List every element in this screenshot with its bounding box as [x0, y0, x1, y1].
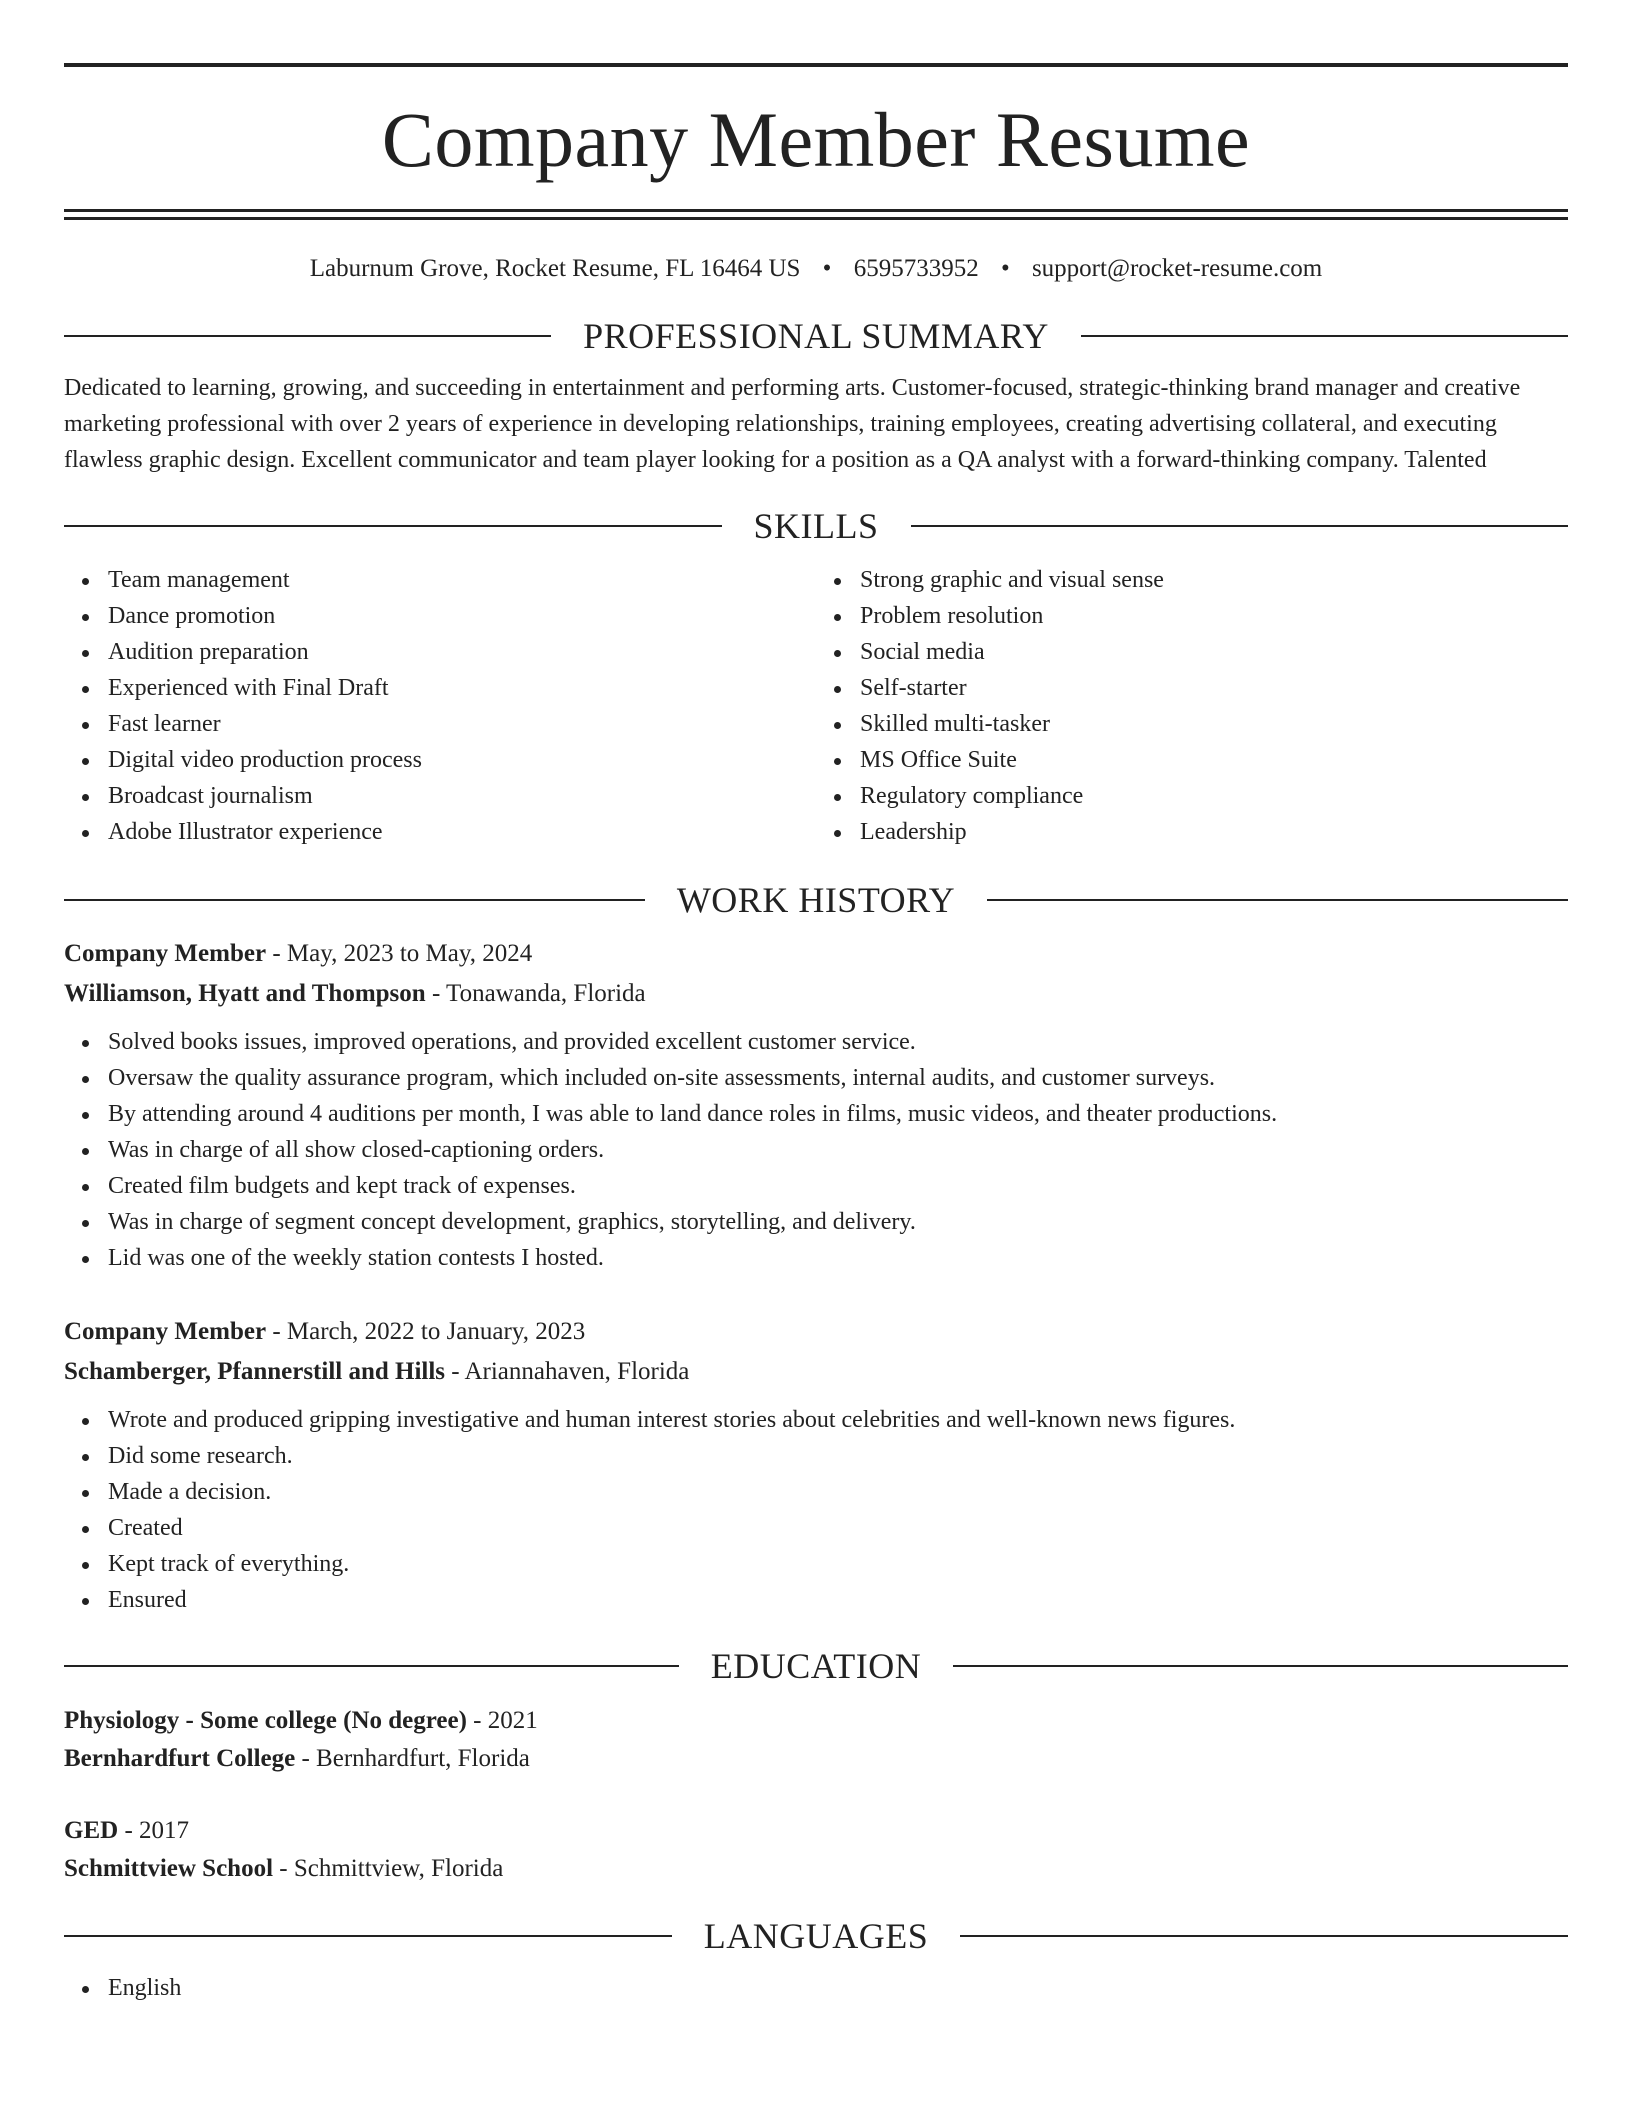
job-bullet: Ensured: [108, 1582, 1568, 1618]
job-bullets: [64, 1402, 1568, 1618]
job-bullet: By attending around 4 auditions per month, I was able to land dance roles in films, music videos, and theater productions.: [108, 1096, 1568, 1132]
contact-address: Laburnum Grove, Rocket Resume, FL 16464 US: [309, 255, 801, 282]
job-title-line: [64, 1312, 1568, 1352]
divider: [64, 1935, 672, 1937]
resume-content: [64, 0, 1568, 2006]
job-entry: [64, 1312, 1568, 1618]
job-bullet: Made a decision.: [108, 1474, 1568, 1510]
job-bullets: [64, 1024, 1568, 1276]
section-title: SKILLS: [753, 506, 879, 546]
section-heading-work: [64, 882, 1568, 918]
job-company-line: [64, 1352, 1568, 1392]
skill-item: Dance promotion: [108, 598, 816, 634]
divider: [911, 525, 1569, 527]
divider: [64, 335, 551, 337]
education-degree: GED: [64, 1817, 119, 1844]
contact-separator: •: [822, 255, 832, 282]
divider: [953, 1665, 1568, 1667]
skill-item: Experienced with Final Draft: [108, 670, 816, 706]
divider: [64, 1665, 679, 1667]
section-heading-skills: [64, 508, 1568, 544]
section-heading-education: [64, 1648, 1568, 1684]
skill-item: MS Office Suite: [860, 742, 1568, 778]
job-dates: - May, 2023 to May, 2024: [266, 940, 533, 967]
section-title: PROFESSIONAL SUMMARY: [583, 316, 1049, 356]
skill-item: Broadcast journalism: [108, 778, 816, 814]
divider: [64, 525, 722, 527]
education-entry: [64, 1702, 1568, 1778]
job-bullet: Solved books issues, improved operations, and provided excellent customer service.: [108, 1024, 1568, 1060]
education-degree-line: [64, 1812, 1568, 1850]
job-dates: - March, 2022 to January, 2023: [266, 1318, 586, 1345]
skill-item: Digital video production process: [108, 742, 816, 778]
job-bullet: Was in charge of segment concept development, graphics, storytelling, and delivery.: [108, 1204, 1568, 1240]
job-bullet: Wrote and produced gripping investigative and human interest stories about celebrities and well-known news figures.: [108, 1402, 1568, 1438]
job-bullet: Created: [108, 1510, 1568, 1546]
education-year: - 2021: [466, 1707, 538, 1734]
resume-title: Company Member Resume: [381, 96, 1251, 183]
skill-item: Social media: [860, 634, 1568, 670]
education-location: - Bernhardfurt, Florida: [295, 1745, 530, 1772]
education-entry: [64, 1812, 1568, 1888]
education-school: Bernhardfurt College: [64, 1745, 296, 1772]
summary-text: Dedicated to learning, growing, and succeeding in entertainment and performing arts. Customer-focused, strategic-thinking brand manager and creative marketing professional with over 2 years of experience in developing relationships, training employees, creating advertising collateral, and executing flawless graphic design. Excellent communicator and team player looking for a position as a QA analyst with a forward-thinking company. Talented: [64, 375, 1521, 473]
divider: [960, 1935, 1568, 1937]
job-company: Williamson, Hyatt and Thompson: [64, 980, 426, 1007]
skills-list-right: [816, 562, 1568, 850]
job-bullet: Was in charge of all show closed-captioning orders.: [108, 1132, 1568, 1168]
job-company-line: [64, 974, 1568, 1014]
section-title: EDUCATION: [710, 1646, 922, 1686]
education-degree-line: [64, 1702, 1568, 1740]
divider: [64, 899, 645, 901]
section-heading-languages: [64, 1918, 1568, 1954]
skill-item: Adobe Illustrator experience: [108, 814, 816, 850]
skill-item: Problem resolution: [860, 598, 1568, 634]
job-entry: [64, 934, 1568, 1276]
divider: [1081, 335, 1568, 337]
education-year: - 2017: [118, 1817, 190, 1844]
top-rule: [64, 63, 1568, 67]
skill-item: Self-starter: [860, 670, 1568, 706]
section-heading-summary: [64, 318, 1568, 354]
education-degree: Physiology - Some college (No degree): [64, 1707, 467, 1734]
skills-list-left: [64, 562, 816, 850]
divider: [987, 899, 1568, 901]
job-bullet: Created film budgets and kept track of expenses.: [108, 1168, 1568, 1204]
job-title: Company Member: [64, 1318, 267, 1345]
contact-phone: 6595733952: [853, 255, 979, 282]
job-location: - Ariannahaven, Florida: [445, 1358, 690, 1385]
job-company: Schamberger, Pfannerstill and Hills: [64, 1358, 446, 1385]
job-bullet: Did some research.: [108, 1438, 1568, 1474]
job-title-line: [64, 934, 1568, 974]
languages-list: [64, 1970, 1568, 2006]
job-bullet: Oversaw the quality assurance program, which included on-site assessments, internal audits, and customer surveys.: [108, 1060, 1568, 1096]
job-bullet: Kept track of everything.: [108, 1546, 1568, 1582]
skill-item: Leadership: [860, 814, 1568, 850]
language-item: English: [108, 1970, 1568, 2006]
education-school: Schmittview School: [64, 1855, 274, 1882]
education-school-line: [64, 1740, 1568, 1778]
contact-line: [64, 254, 1568, 284]
skills-columns: [64, 562, 1568, 850]
skill-item: Team management: [108, 562, 816, 598]
skill-item: Regulatory compliance: [860, 778, 1568, 814]
job-bullet: Lid was one of the weekly station contests I hosted.: [108, 1240, 1568, 1276]
skill-item: Skilled multi-tasker: [860, 706, 1568, 742]
education-location: - Schmittview, Florida: [273, 1855, 504, 1882]
section-title: LANGUAGES: [703, 1916, 929, 1956]
skill-item: Audition preparation: [108, 634, 816, 670]
job-location: - Tonawanda, Florida: [425, 980, 646, 1007]
contact-email: support@rocket-resume.com: [1031, 255, 1323, 282]
education-school-line: [64, 1850, 1568, 1888]
skill-item: Strong graphic and visual sense: [860, 562, 1568, 598]
section-title: WORK HISTORY: [676, 880, 956, 920]
double-rule: [64, 209, 1568, 220]
skill-item: Fast learner: [108, 706, 816, 742]
contact-separator: •: [1000, 255, 1010, 282]
job-title: Company Member: [64, 940, 267, 967]
